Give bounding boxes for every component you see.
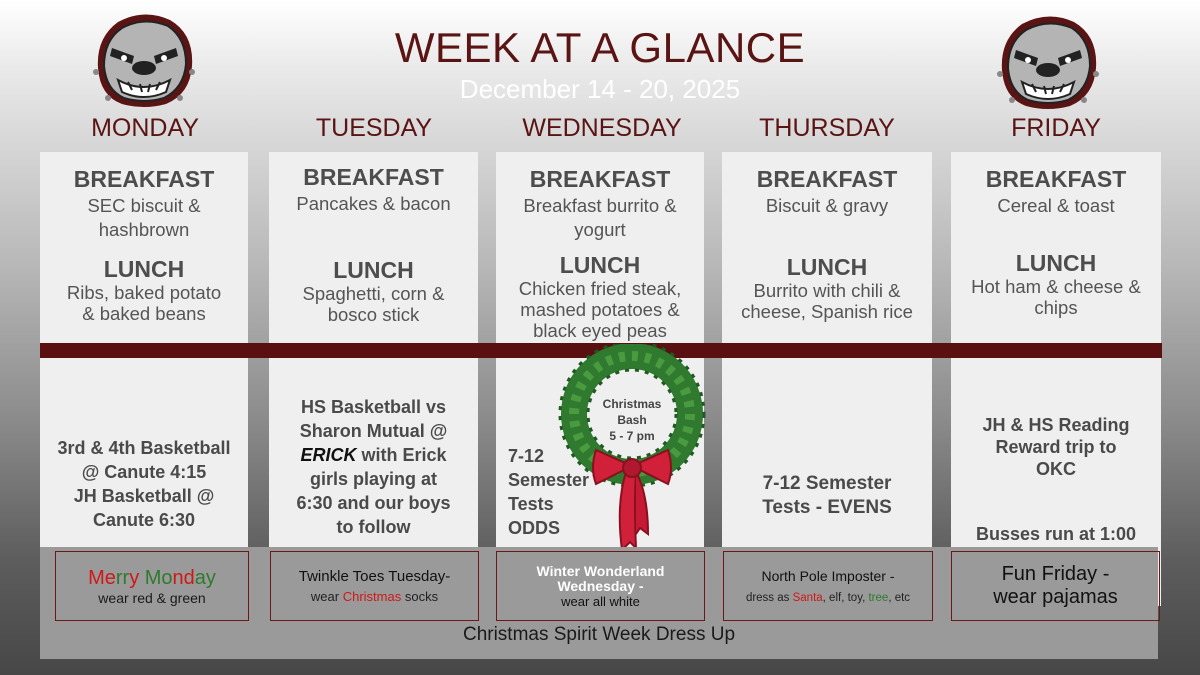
day-heading-thursday: THURSDAY	[759, 114, 895, 142]
lunch-menu: Hot ham & cheese & chips	[971, 276, 1141, 318]
dress-up-subtitle: wear red & green	[98, 589, 206, 606]
breakfast-label: BREAKFAST	[529, 166, 671, 192]
dress-up-wednesday	[496, 551, 705, 621]
meal-section-thursday	[722, 166, 932, 322]
date-range: December 14 - 20, 2025	[459, 74, 741, 104]
breakfast-menu: Cereal & toast	[997, 195, 1115, 216]
event-wednesday: 7-12 Semester Tests ODDS	[508, 446, 590, 538]
breakfast-menu: Pancakes & bacon	[296, 193, 451, 214]
dress-up-title: Winter Wonderland Wednesday -	[536, 562, 665, 594]
lunch-label: LUNCH	[103, 256, 185, 282]
meal-section-wednesday	[496, 166, 704, 341]
event-friday-note: Busses run at 1:00	[975, 524, 1137, 544]
event-friday: JH & HS Reading Reward trip to OKC	[982, 415, 1130, 479]
meal-section-friday	[951, 166, 1161, 318]
day-heading-tuesday: TUESDAY	[315, 114, 433, 142]
wreath-icon	[556, 344, 708, 558]
breakfast-menu: SEC biscuit & hashbrown	[87, 195, 201, 240]
dress-up-friday	[951, 551, 1160, 621]
dress-up-subtitle: dress as Santa, elf, toy, tree, etc	[745, 592, 911, 604]
breakfast-label: BREAKFAST	[303, 164, 444, 190]
event-tuesday: HS Basketball vs Sharon Mutual @ ERICK with Erick girls playing at 6:30 and our boys to follow	[296, 397, 451, 537]
event-monday: 3rd & 4th Basketball @ Canute 4:15 JH Basketball @ Canute 6:30	[57, 438, 231, 530]
event-thursday: 7-12 Semester Tests - EVENS	[762, 473, 892, 518]
breakfast-menu: Breakfast burrito & yogurt	[523, 195, 677, 240]
lunch-label: LUNCH	[333, 257, 414, 283]
meal-section-monday	[40, 166, 248, 324]
meal-section-tuesday	[269, 164, 478, 325]
dress-up-title: Twinkle Toes Tuesday-	[298, 568, 451, 585]
breakfast-label: BREAKFAST	[985, 166, 1127, 192]
page-title: WEEK AT A GLANCE	[394, 24, 806, 71]
breakfast-label: BREAKFAST	[73, 166, 215, 192]
bulldog-mascot-icon	[992, 10, 1104, 112]
wreath-label: Christmas Bash 5 - 7 pm	[602, 397, 662, 443]
breakfast-menu: Biscuit & gravy	[765, 195, 889, 216]
lunch-label: LUNCH	[559, 252, 641, 278]
dress-up-caption: Christmas Spirit Week Dress Up	[462, 624, 736, 645]
lunch-menu: Chicken fried steak, mashed potatoes & black eyed peas	[518, 278, 682, 341]
dress-up-title: Merry Monday	[88, 566, 216, 589]
lunch-menu: Burrito with chili & cheese, Spanish rice	[741, 280, 913, 322]
day-heading-monday: MONDAY	[91, 114, 199, 142]
lunch-label: LUNCH	[786, 254, 868, 280]
dress-up-tuesday	[270, 551, 479, 621]
day-heading-wednesday: WEDNESDAY	[522, 114, 682, 142]
dress-up-subtitle: wear all white	[561, 593, 640, 609]
dress-up-title: Fun Friday - wear pajamas	[993, 563, 1118, 608]
day-heading-friday: FRIDAY	[1011, 114, 1101, 142]
dress-up-thursday	[723, 551, 933, 621]
breakfast-label: BREAKFAST	[756, 166, 898, 192]
bulldog-mascot-icon	[88, 8, 200, 110]
dress-up-subtitle: wear Christmas socks	[310, 589, 439, 604]
dress-up-monday	[55, 551, 249, 621]
lunch-menu: Spaghetti, corn & bosco stick	[302, 283, 445, 325]
lunch-label: LUNCH	[1015, 250, 1097, 276]
dress-up-title: North Pole Imposter -	[761, 568, 895, 584]
lunch-menu: Ribs, baked potato & baked beans	[66, 282, 222, 324]
